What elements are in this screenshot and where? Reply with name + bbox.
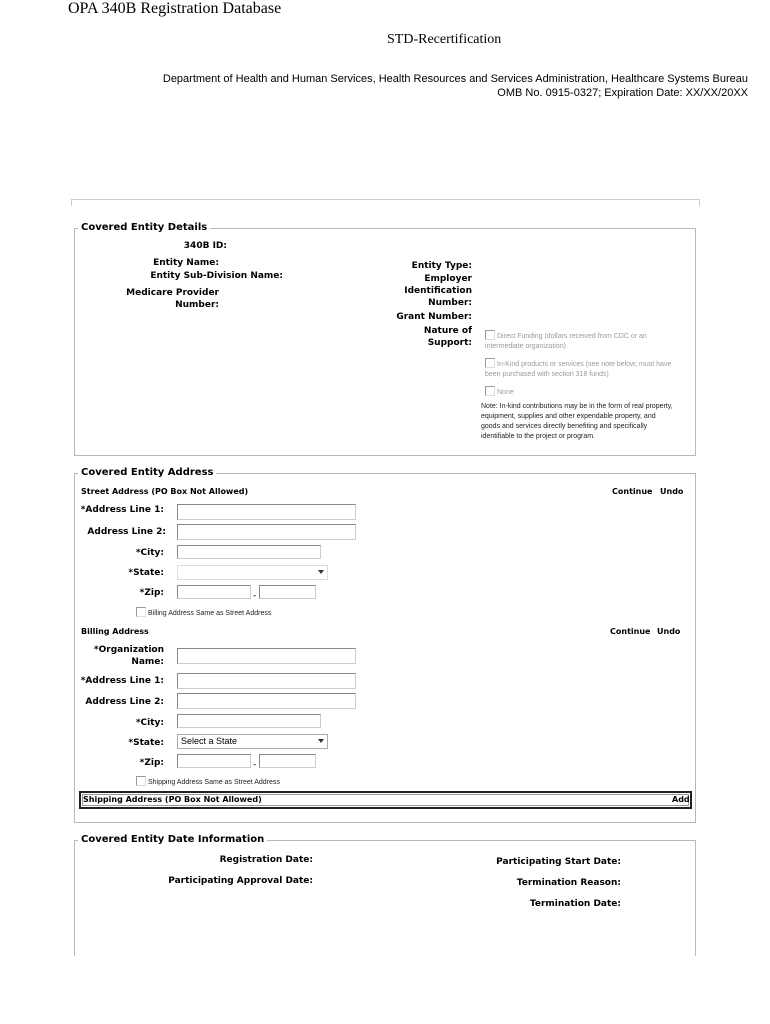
organization-name-input[interactable]	[177, 648, 356, 664]
entity-dates-legend: Covered Entity Date Information	[78, 834, 267, 846]
app-title: OPA 340B Registration Database	[68, 0, 282, 17]
entity-address-legend: Covered Entity Address	[78, 467, 216, 479]
street-continue-button[interactable]: Continue	[612, 487, 653, 496]
in-kind-note-4: identifiable to the project or program.	[481, 433, 596, 440]
billing-state-select[interactable]	[177, 734, 328, 749]
medicare-provider-label: Medicare Provider	[126, 288, 219, 298]
ein-label: Employer	[424, 274, 472, 284]
street-zip-label: *Zip:	[139, 588, 164, 598]
direct-funding-label-2: intermediate organization)	[485, 343, 566, 350]
in-kind-label-2: been purchased with section 318 funds)	[485, 371, 609, 378]
nature-of-support-label: Nature of	[423, 326, 472, 336]
entity-address-section	[74, 473, 696, 823]
billing-undo-button[interactable]: Undo	[657, 627, 681, 636]
billing-zip-label: *Zip:	[139, 758, 164, 768]
billing-zip-ext-input[interactable]	[259, 754, 316, 768]
billing-zip-dash: -	[253, 760, 257, 770]
340b-id-label: 340B ID:	[183, 241, 227, 251]
shipping-address-heading: Shipping Address (PO Box Not Allowed)	[83, 795, 262, 804]
shipping-same-checkbox[interactable]	[136, 776, 146, 786]
chevron-down-icon	[318, 739, 324, 743]
entity-details-legend: Covered Entity Details	[78, 222, 210, 234]
direct-funding-checkbox[interactable]	[485, 330, 495, 340]
none-label: None	[497, 389, 514, 396]
street-zip-dash: -	[253, 591, 257, 601]
shipping-add-button[interactable]: Add	[672, 795, 690, 804]
shipping-same-label: Shipping Address Same as Street Address	[148, 779, 280, 786]
in-kind-note: Note: In-kind contributions may be in the form of real property,	[481, 403, 673, 410]
street-address-line-1-input[interactable]	[177, 504, 356, 520]
billing-state-label: *State:	[128, 738, 164, 748]
entity-type-label: Entity Type:	[411, 261, 472, 271]
none-checkbox[interactable]	[485, 386, 495, 396]
in-kind-label: In-Kind products or services (see note below; must have	[497, 361, 672, 368]
billing-same-checkbox[interactable]	[136, 607, 146, 617]
street-city-input[interactable]	[177, 545, 321, 559]
participating-approval-date-label: Participating Approval Date:	[168, 876, 313, 886]
billing-continue-button[interactable]: Continue	[610, 627, 651, 636]
street-zip-ext-input[interactable]	[259, 585, 316, 599]
ein-label-2: Identification	[404, 286, 472, 296]
billing-state-value: Select a State	[181, 736, 238, 746]
page-divider	[71, 199, 700, 206]
billing-city-label: *City:	[135, 718, 164, 728]
street-state-select[interactable]	[177, 565, 328, 580]
street-zip-input[interactable]	[177, 585, 251, 599]
street-address-line-1-label: *Address Line 1:	[80, 505, 164, 515]
termination-date-label: Termination Date:	[529, 899, 621, 909]
direct-funding-label: Direct Funding (dollars received from CDC or an	[497, 333, 647, 340]
billing-address-line-2-label: Address Line 2:	[85, 697, 164, 707]
billing-city-input[interactable]	[177, 714, 321, 728]
grant-number-label: Grant Number:	[396, 312, 472, 322]
participating-start-date-label: Participating Start Date:	[496, 857, 621, 867]
billing-address-line-2-input[interactable]	[177, 693, 356, 709]
street-address-heading: Street Address (PO Box Not Allowed)	[81, 487, 249, 496]
street-city-label: *City:	[135, 548, 164, 558]
page-title: STD-Recertification	[387, 32, 502, 47]
billing-address-heading: Billing Address	[81, 627, 149, 636]
in-kind-note-3: goods and services directly benefiting and specifically	[481, 423, 648, 430]
department-line: Department of Health and Human Services, Health Resources and Services Administration, Healthcare Systems Bureau	[162, 73, 748, 85]
termination-reason-label: Termination Reason:	[516, 878, 621, 888]
registration-date-label: Registration Date:	[219, 855, 313, 865]
organization-name-label-2: Name:	[131, 657, 164, 667]
nature-of-support-label-2: Support:	[427, 338, 472, 348]
omb-line: OMB No. 0915-0327; Expiration Date: XX/XX/20XX	[497, 87, 748, 99]
billing-zip-input[interactable]	[177, 754, 251, 768]
billing-address-line-1-input[interactable]	[177, 673, 356, 689]
entity-name-label: Entity Name:	[153, 258, 219, 268]
street-address-line-2-label: Address Line 2:	[87, 527, 166, 537]
billing-same-label: Billing Address Same as Street Address	[148, 610, 272, 617]
in-kind-note-2: equipment, supplies and other expendable property, and	[481, 413, 656, 420]
ein-label-3: Number:	[428, 298, 472, 308]
entity-subdivision-label: Entity Sub-Division Name:	[150, 271, 283, 281]
street-address-line-2-input[interactable]	[177, 524, 356, 540]
street-state-label: *State:	[128, 568, 164, 578]
medicare-provider-label-2: Number:	[175, 300, 219, 310]
in-kind-checkbox[interactable]	[485, 358, 495, 368]
chevron-down-icon	[318, 570, 324, 574]
organization-name-label: *Organization	[93, 645, 164, 655]
street-undo-button[interactable]: Undo	[660, 487, 684, 496]
billing-address-line-1-label: *Address Line 1:	[80, 676, 164, 686]
